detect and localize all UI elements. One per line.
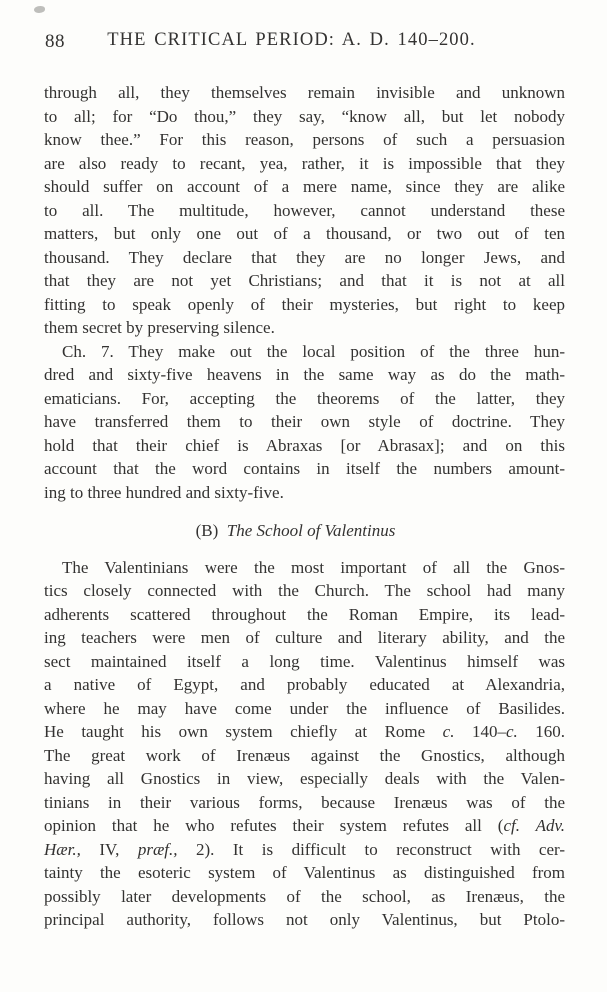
- text-line: [44, 246, 565, 270]
- text-line: [44, 861, 565, 885]
- text-run: adherents scattered throughout the Roman Empire, its lead-: [44, 604, 565, 624]
- paragraph: [44, 556, 565, 932]
- text-run: opinion that he who refutes their system refutes all (: [44, 816, 504, 835]
- text-line: [44, 175, 565, 199]
- text-line: [44, 579, 565, 603]
- text-run: tainty the esoteric system of Valentinus as distinguished from: [44, 863, 565, 882]
- text-line: [44, 481, 565, 505]
- text-run: possibly later developments of the school, as Irenæus, the: [44, 886, 565, 906]
- text-run: sect maintained itself a long time. Valentinus himself was: [44, 651, 565, 671]
- text-run: IV,: [80, 839, 138, 859]
- text-run: principal authority, follows not only Valentinus, but Ptolo-: [44, 910, 565, 929]
- text-line: [44, 908, 565, 932]
- text-line: [44, 814, 565, 838]
- text-line: [44, 105, 565, 129]
- text-line: [44, 152, 565, 176]
- text-line: [44, 222, 565, 246]
- text-run: (B): [195, 521, 227, 540]
- text-run: 2). It is difficult to reconstruct with cer-: [177, 839, 565, 859]
- text-run: account that the word contains in itself the numbers amount-: [44, 459, 565, 478]
- text-run: 160.: [517, 722, 566, 741]
- section-heading: [44, 519, 547, 543]
- text-run: that they are not yet Christians; and that it is not at all: [44, 271, 565, 290]
- text-run: dred and sixty-five heavens in the same way as do the math-: [44, 365, 565, 384]
- text-run: 140–: [454, 722, 506, 741]
- text-line: [44, 626, 565, 650]
- text-run: where he may have come under the influence of Basilides.: [44, 698, 565, 718]
- text-line: [44, 387, 565, 411]
- text-line: [44, 720, 565, 744]
- text-line: [44, 316, 565, 340]
- italic-text: c.: [442, 722, 455, 741]
- text-line: [44, 340, 565, 364]
- italic-text: c.: [505, 722, 518, 741]
- text-run: have transferred them to their own style of doctrine. They: [44, 412, 565, 431]
- italic-text: Hær.,: [44, 839, 81, 859]
- text-line: [44, 363, 565, 387]
- paragraph: [44, 81, 565, 340]
- text-run: having all Gnostics in view, especially deals with the Valen-: [44, 769, 565, 788]
- text-run: The Valentinians were the most important of all the Gnos-: [62, 557, 565, 577]
- text-line: [44, 744, 565, 768]
- text-line: [44, 697, 565, 721]
- text-line: [44, 838, 565, 862]
- text-run: The great work of Irenæus against the Gnostics, although: [44, 745, 565, 765]
- running-title: THE CRITICAL PERIOD: A. D. 140–200.: [107, 30, 476, 50]
- italic-text: præf.,: [137, 839, 178, 859]
- text-run: ing to three hundred and sixty-five.: [44, 482, 284, 502]
- text-line: [44, 603, 565, 627]
- text-run: fitting to speak openly of their mysteries, but right to keep: [44, 294, 565, 314]
- text-line: [44, 410, 565, 434]
- text-line: [44, 293, 565, 317]
- text-run: are also ready to recant, yea, rather, it is impossible that they: [44, 153, 565, 173]
- page-header: [44, 30, 565, 55]
- text-run: to all; for “Do thou,” they say, “know all, but let nobody: [44, 106, 565, 126]
- text-run: to all. The multitude, however, cannot understand these: [44, 200, 565, 220]
- text-run: tinians in their various forms, because Irenæus was of the: [44, 792, 565, 812]
- text-run: thousand. They declare that they are no longer Jews, and: [44, 247, 565, 267]
- italic-text: The School of Valentinus: [226, 521, 396, 540]
- text-run: matters, but only one out of a thousand, or two out of ten: [44, 224, 565, 243]
- text-line: [44, 767, 565, 791]
- text-line: [44, 128, 565, 152]
- text-run: tics closely connected with the Church. The school had many: [44, 581, 565, 600]
- text-line: [44, 81, 565, 105]
- scan-artifact: [34, 6, 45, 13]
- text-line: [44, 791, 565, 815]
- text-line: [44, 673, 565, 697]
- text-run: ematicians. For, accepting the theorems of the latter, they: [44, 388, 565, 408]
- paragraph: [44, 340, 565, 505]
- page-body: [44, 81, 565, 932]
- text-run: hold that their chief is Abraxas [or Abrasax]; and on this: [44, 435, 565, 455]
- text-run: Ch. 7. They make out the local position of the three hun-: [62, 341, 565, 361]
- text-run: know thee.” For this reason, persons of such a persuasion: [44, 130, 565, 149]
- text-line: [44, 457, 565, 481]
- text-line: [44, 885, 565, 909]
- text-line: [44, 269, 565, 293]
- text-run: He taught his own system chiefly at Rome: [44, 722, 443, 741]
- text-run: through all, they themselves remain invisible and unknown: [44, 83, 565, 102]
- text-run: ing teachers were men of culture and literary ability, and the: [44, 628, 565, 647]
- text-run: them secret by preserving silence.: [44, 318, 275, 337]
- text-run: a native of Egypt, and probably educated at Alexandria,: [44, 675, 565, 694]
- text-line: [44, 434, 565, 458]
- text-line: [44, 650, 565, 674]
- text-line: [44, 556, 565, 580]
- text-line: [44, 199, 565, 223]
- page-number: 88: [45, 31, 65, 52]
- text-run: should suffer on account of a mere name, since they are alike: [44, 177, 565, 196]
- italic-text: cf. Adv.: [503, 816, 565, 835]
